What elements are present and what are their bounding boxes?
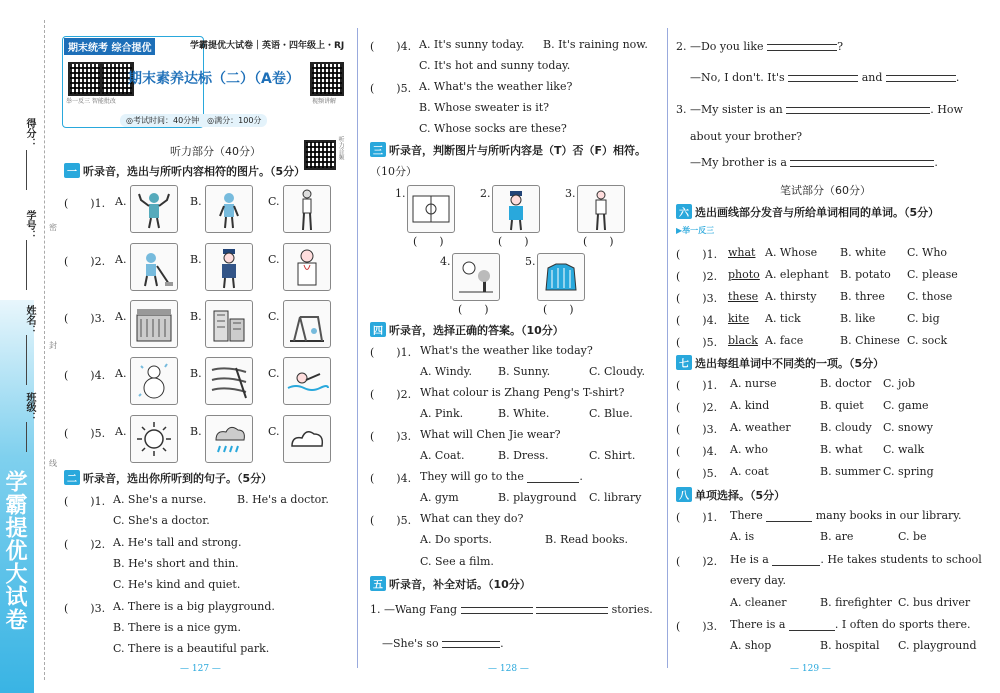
option[interactable]: A. elephant [765,268,829,281]
option[interactable]: A. gym [420,491,459,504]
question-number[interactable]: ( )3. [64,602,106,615]
option[interactable]: B. Chinese [840,334,900,347]
option-letter[interactable]: B. [190,253,202,266]
option[interactable]: A. coat [730,465,769,478]
option[interactable]: A. face [765,334,804,347]
answer-blank[interactable] [527,482,579,483]
answer-blank[interactable] [767,44,837,51]
option[interactable]: B. like [840,312,876,325]
option[interactable]: B. quiet [820,399,864,412]
option-picture[interactable] [283,185,331,233]
answer-paren[interactable]: ( ) [543,303,574,316]
section-title: 二 听录音，选出你所听到的句子。（5分） [64,470,272,486]
tf-picture [537,253,585,301]
target-word: what [728,246,756,259]
option[interactable]: B. playground [498,491,577,504]
option[interactable]: A. tick [765,312,801,325]
score-blank [26,150,28,190]
question-text: He is a . He takes students to school [730,553,982,566]
section-title: 一 听录音，选出与所听内容相符的图片。（5分） [64,163,305,179]
answer-blank[interactable] [772,565,820,566]
class-blank [26,422,28,452]
option[interactable]: A. Do sports. [420,533,493,546]
buildings-icon [206,301,252,347]
dialogue-line: —No, I don't. It's and . [690,71,960,84]
question-number[interactable]: ( )3. [370,430,412,443]
qr-caption: 视频讲解 [312,98,337,105]
option[interactable]: B. There is a nice gym. [113,621,241,634]
question-text: What colour is Zhang Peng's T-shirt? [420,386,625,399]
seal-feng: 封 [49,341,57,350]
question-text: every day. [730,574,787,587]
header-tag: 期末统考 综合提优 [64,38,155,55]
option-letter[interactable]: B. [190,195,202,208]
option[interactable]: B. White. [498,407,550,420]
question-number[interactable]: ( )3. [64,312,106,325]
option[interactable]: C. job [883,377,916,390]
listening-heading: 听力部分（40分） [170,145,261,158]
option[interactable]: A. He's tall and strong. [113,536,242,549]
police-child-icon [493,186,539,232]
option[interactable]: C. game [883,399,929,412]
option[interactable]: A. There is a big playground. [113,600,275,613]
section-title: 六 选出画线部分发音与所给单词相同的单词。（5分） [676,204,939,220]
option-picture[interactable] [205,357,253,405]
section-title: 三 听录音，判断图片与所听内容是（T）否（F）相符。 [370,142,646,158]
option-letter[interactable]: A. [115,195,127,208]
question-number[interactable]: ( )4. [64,369,106,382]
option[interactable]: B. cloudy [820,421,872,434]
question-number[interactable]: ( )1. [64,495,106,508]
picture-number: 1. [395,187,406,200]
dialogue-line: 2. —Do you like ? [676,40,843,53]
option-picture[interactable] [283,243,331,291]
option[interactable]: B. firefighter [820,596,892,609]
option[interactable]: B. three [840,290,885,303]
question-text: What's the weather like today? [420,344,593,357]
qr-caption: 举一反三 智能批改 [66,98,116,105]
name-blank [26,335,28,385]
section-badge: 七 [676,355,692,370]
section-title: 五 听录音，补全对话。（10分） [370,576,531,592]
option-picture[interactable] [205,300,253,348]
option[interactable]: A. What's the weather like? [419,80,573,93]
section-score: （10分） [370,165,417,178]
option[interactable]: C. Who [907,246,948,259]
option[interactable]: A. She's a nurse. [113,493,207,506]
snowman-icon [131,358,177,404]
question-number[interactable]: ( )2. [370,388,412,401]
answer-paren[interactable]: ( ) [583,235,614,248]
tf-picture [577,185,625,233]
section-badge: 二 [64,470,80,485]
answer-blank[interactable] [766,521,812,522]
option[interactable]: C. He's kind and quiet. [113,578,241,591]
option-letter[interactable]: C. [268,310,280,323]
question-number[interactable]: ( )1. [676,379,718,392]
option[interactable]: B. white [840,246,887,259]
picture-number: 4. [440,255,451,268]
section-badge: 八 [676,487,692,502]
option-picture[interactable] [205,185,253,233]
option-picture[interactable] [130,415,178,463]
option[interactable]: A. It's sunny today. [419,38,525,51]
cleaner-icon [131,244,177,290]
question-number[interactable]: ( )2. [676,270,718,283]
option[interactable]: C. Cloudy. [589,365,645,378]
picture-number: 3. [565,187,576,200]
practice-tag[interactable]: ▶举一反三 [676,226,715,235]
answer-blank[interactable] [788,75,858,82]
section-badge: 五 [370,576,386,591]
option-picture[interactable] [283,357,331,405]
column-divider [667,28,668,668]
option-letter[interactable]: C. [268,195,280,208]
option[interactable]: A. Pink. [420,407,464,420]
column-divider [357,28,358,668]
dialogue-line: 1. —Wang Fang stories. [370,603,653,616]
option[interactable]: B. what [820,443,863,456]
qr-caption: 听力音频 [337,136,344,160]
option[interactable]: C. snowy [883,421,933,434]
option[interactable]: C. She's a doctor. [113,514,210,527]
question-number[interactable]: ( )2. [676,555,718,568]
rain-cloud-icon [206,416,252,462]
question-number[interactable]: ( )4. [676,445,718,458]
option[interactable]: A. thirsty [765,290,817,303]
option-picture[interactable] [130,243,178,291]
section-title: 四 听录音，选择正确的答案。（10分） [370,322,564,338]
option[interactable]: B. potato [840,268,891,281]
answer-blank[interactable] [536,607,608,614]
option-letter[interactable]: A. [115,253,127,266]
section-badge: 一 [64,163,80,178]
section-badge: 六 [676,204,692,219]
sweater-icon [538,254,584,300]
tf-picture [452,253,500,301]
policeman-icon [206,244,252,290]
option[interactable]: B. Read books. [545,533,629,546]
question-number[interactable]: ( )2. [64,538,106,551]
option[interactable]: B. He's short and thin. [113,557,239,570]
tall-man-icon [284,186,330,232]
question-number[interactable]: ( )5. [370,514,412,527]
option[interactable]: A. cleaner [730,596,787,609]
brand-title: 学霸提优大试卷 [2,470,27,631]
option[interactable]: C. those [907,290,953,303]
class-label: 班级： [24,392,35,422]
dialogue-line: about your brother? [690,130,802,143]
question-number[interactable]: ( )3. [676,620,718,633]
option-letter[interactable]: A. [115,310,127,323]
option[interactable]: A. kind [730,399,770,412]
option[interactable]: C. playground [898,639,977,652]
answer-blank[interactable] [790,160,934,167]
dialogue-line: —My brother is a . [690,156,938,169]
dialogue-line: 3. —My sister is an . How [676,103,963,116]
page-number: — 128 — [488,664,529,674]
target-word: photo [728,268,760,281]
option-picture[interactable] [130,357,178,405]
option[interactable]: A. who [730,443,769,456]
option-letter[interactable]: C. [268,367,280,380]
option[interactable]: C. Shirt. [589,449,636,462]
option[interactable]: B. summer [820,465,881,478]
answer-paren[interactable]: ( ) [458,303,489,316]
option[interactable]: C. Blue. [589,407,633,420]
section-badge: 三 [370,142,386,157]
boy-standing-icon [206,186,252,232]
question-text: What will Chen Jie wear? [420,428,561,441]
option[interactable]: A. Whose [765,246,818,259]
option-letter[interactable]: C. [268,425,280,438]
option-letter[interactable]: B. [190,367,202,380]
picture-number: 5. [525,255,536,268]
man-white-shirt-icon [578,186,624,232]
name-label: 姓名： [24,305,35,335]
option[interactable]: C. spring [883,465,934,478]
man-flexing-icon [131,186,177,232]
swimmer-icon [284,358,330,404]
tf-picture [407,185,455,233]
answer-blank[interactable] [786,107,930,114]
option-letter[interactable]: A. [115,425,127,438]
target-word: black [728,334,758,347]
option[interactable]: B. Dress. [498,449,549,462]
question-number[interactable]: ( )4. [676,314,718,327]
option[interactable]: C. big [907,312,940,325]
option[interactable]: C. sock [907,334,948,347]
option[interactable]: A. shop [730,639,772,652]
playground-icon [284,301,330,347]
option[interactable]: C. There is a beautiful park. [113,642,270,655]
option[interactable]: C. It's hot and sunny today. [419,59,571,72]
answer-paren[interactable]: ( ) [498,235,529,248]
exam-title: 期末素养达标（二）（A卷） [128,71,300,87]
option[interactable]: A. weather [730,421,791,434]
question-number[interactable]: ( )3. [676,292,718,305]
answer-blank[interactable] [789,630,835,631]
option[interactable]: B. It's raining now. [543,38,648,51]
question-text: They will go to the . [420,470,583,483]
option[interactable]: A. Windy. [420,365,472,378]
page-number: — 127 — [180,664,221,674]
option[interactable]: C. bus driver [898,596,971,609]
written-heading: 笔试部分（60分） [780,184,871,197]
question-number[interactable]: ( )1. [370,346,412,359]
dialogue-line: —She's so . [382,637,504,650]
doctor-icon [284,244,330,290]
option[interactable]: B. Whose sweater is it? [419,101,550,114]
score-label: 得分： [24,118,35,148]
option-letter[interactable]: B. [190,425,202,438]
question-number[interactable]: ( )5. [676,467,718,480]
question-number[interactable]: ( )1. [676,511,718,524]
option[interactable]: B. are [820,530,854,543]
windy-trees-icon [206,358,252,404]
cloud-icon [284,416,330,462]
sunny-tree-icon [453,254,499,300]
question-text: What can they do? [420,512,524,525]
option[interactable]: B. He's a doctor. [237,493,329,506]
student-id-blank [26,240,28,290]
football-field-icon [408,186,454,232]
option[interactable]: C. please [907,268,958,281]
option[interactable]: A. is [730,530,755,543]
answer-blank[interactable] [886,75,956,82]
option[interactable]: C. See a film. [420,555,494,568]
option-picture[interactable] [205,415,253,463]
question-number[interactable]: ( )3. [676,423,718,436]
sun-icon [131,416,177,462]
question-number[interactable]: ( )2. [64,255,106,268]
option[interactable]: C. walk [883,443,925,456]
option-letter[interactable]: C. [268,253,280,266]
picture-number: 2. [480,187,491,200]
series-label: 学霸提优大试卷｜英语・四年级上・RJ [190,41,345,51]
question-number[interactable]: ( )2. [676,401,718,414]
cut-line [44,20,45,680]
question-text: There many books in our library. [730,509,962,522]
option[interactable]: C. be [898,530,927,543]
section-title: 八 单项选择。（5分） [676,487,785,503]
question-number[interactable]: ( )1. [676,248,718,261]
tf-picture [492,185,540,233]
section-badge: 四 [370,322,386,337]
question-number[interactable]: ( )5. [64,427,106,440]
answer-blank[interactable] [442,641,500,648]
question-number[interactable]: ( )4. [370,40,412,53]
target-word: kite [728,312,750,325]
option[interactable]: B. Sunny. [498,365,551,378]
target-word: these [728,290,759,303]
question-text: There is a . I often do sports there. [730,618,971,631]
option-letter[interactable]: A. [115,367,127,380]
seal-mi: 密 [49,223,57,232]
answer-paren[interactable]: ( ) [413,235,444,248]
library-icon [131,301,177,347]
qr-code-icon[interactable] [304,140,336,170]
option[interactable]: A. nurse [730,377,777,390]
option-picture[interactable] [283,300,331,348]
answer-blank[interactable] [461,607,533,614]
option-picture[interactable] [283,415,331,463]
seal-xian: 线 [49,459,57,468]
option-picture[interactable] [205,243,253,291]
option[interactable]: B. doctor [820,377,872,390]
option-picture[interactable] [130,185,178,233]
question-number[interactable]: ( )5. [676,336,718,349]
qr-code-icon[interactable] [310,62,344,96]
page-number: — 129 — [790,664,831,674]
question-number[interactable]: ( )4. [370,472,412,485]
option[interactable]: C. Whose socks are these? [419,122,567,135]
option-picture[interactable] [130,300,178,348]
exam-info: ◎考试时间：40分钟 ◎满分：100分 [120,114,267,127]
option[interactable]: B. hospital [820,639,880,652]
option[interactable]: C. library [589,491,642,504]
question-number[interactable]: ( )5. [370,82,412,95]
qr-code-icon[interactable] [68,62,102,96]
section-title: 七 选出每组单词中不同类的一项。（5分） [676,355,884,371]
question-number[interactable]: ( )1. [64,197,106,210]
option[interactable]: A. Coat. [420,449,465,462]
student-id-label: 学号： [24,210,35,240]
option-letter[interactable]: B. [190,310,202,323]
